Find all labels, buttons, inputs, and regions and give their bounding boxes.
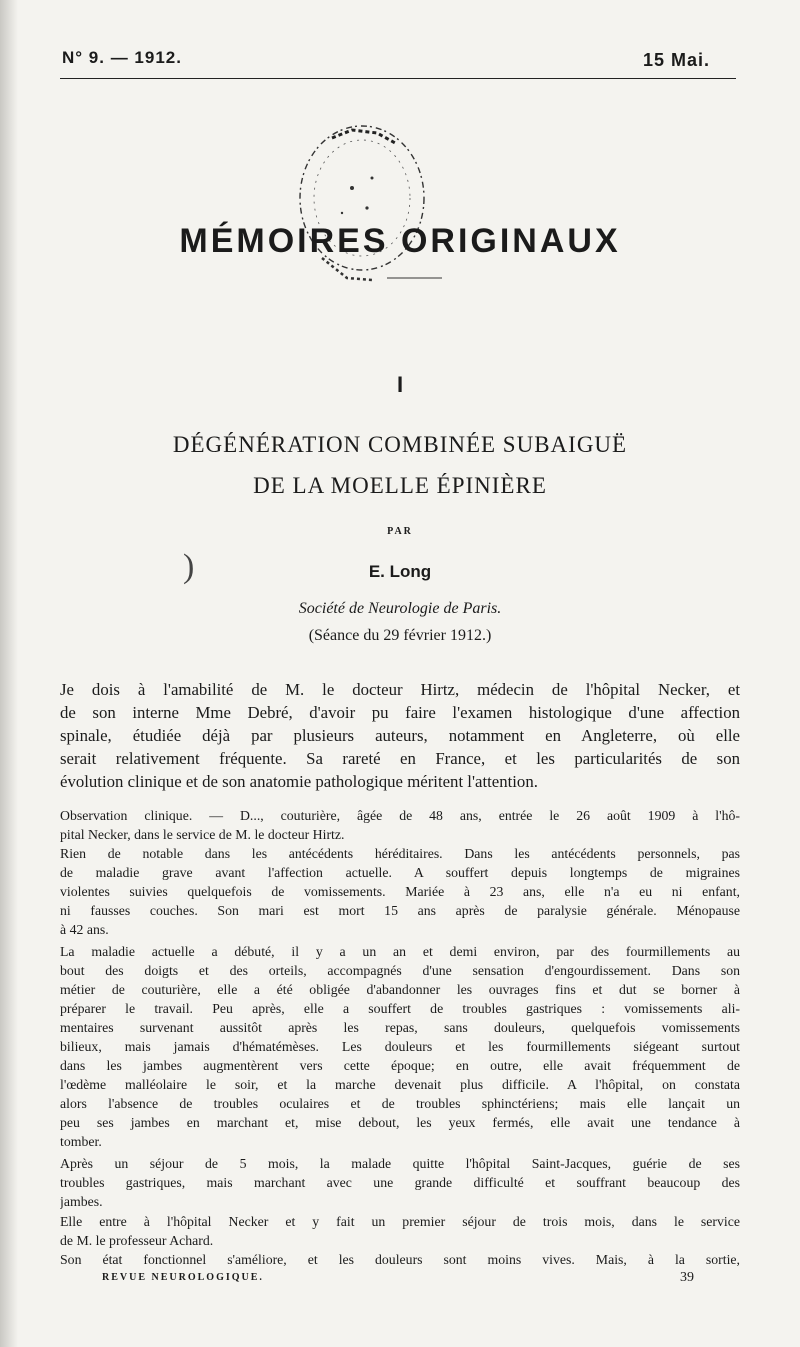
text-line: mentaires survenant aussitôt après les repas, sans douleurs, quelquefois vomissements [60, 1020, 740, 1035]
journal-name: REVUE NEUROLOGIQUE. [102, 1272, 264, 1283]
section-title: MÉMOIRES ORIGINAUX [179, 222, 621, 260]
seance-date: (Séance du 29 février 1912.) [308, 627, 492, 644]
library-stamp-icon [292, 118, 442, 298]
text-line: Après un séjour de 5 mois, la malade quitte l'hôpital Saint-Jacques, guérie de ses [60, 1156, 740, 1171]
article-title-line-1: DÉGÉNÉRATION COMBINÉE SUBAIGUË [172, 432, 628, 457]
text-line: bout des doigts et des orteils, accompagnés d'une sensation d'engourdissement. Dans son [60, 963, 740, 978]
author-name: E. Long [368, 562, 432, 581]
issue-number: N° 9. — 1912. [62, 48, 182, 67]
article-title-line-2: DE LA MOELLE ÉPINIÈRE [253, 473, 547, 498]
text-line: tomber. [60, 1134, 102, 1149]
text-line: violentes suivies quelquefois de vomissements. Mariée à 23 ans, elle n'a eu ni enfant, [60, 884, 740, 899]
page-number: 39 [680, 1270, 694, 1285]
text-line: Son état fonctionnel s'améliore, et les douleurs sont moins vives. Mais, à la sortie, [60, 1252, 740, 1267]
text-line: jambes. [60, 1194, 103, 1209]
issue-date: 15 Mai. [642, 50, 710, 70]
text-line: de son interne Mme Debré, d'avoir pu faire l'examen histologique d'une affection [60, 703, 740, 722]
header-rule [60, 78, 736, 79]
text-line: dans les jambes augmentèrent vers cette époque; en outre, elle avait fréquemment de [60, 1058, 740, 1073]
text-line: alors l'absence de troubles oculaires et de troubles sphinctériens; mais elle lançait un [60, 1096, 740, 1111]
text-line: à 42 ans. [60, 922, 109, 937]
margin-bracket-mark: ) [183, 548, 195, 585]
text-line: peu ses jambes en marchant et, mise debout, les yeux fermés, elle avait une tendance à [60, 1115, 740, 1130]
text-line: troubles gastriques, mais marchant avec une grande difficulté et souffrant beaucoup des [60, 1175, 740, 1190]
text-line: de maladie grave avant l'affection actuelle. A souffert depuis longtemps de migraines [60, 865, 740, 880]
page-edge-shadow [0, 0, 18, 1347]
text-line: Je dois à l'amabilité de M. le docteur Hirtz, médecin de l'hôpital Necker, et [60, 680, 740, 699]
text-line: spinale, étudiée déjà par plusieurs auteurs, notamment en Angleterre, où elle [60, 726, 740, 745]
text-line: La maladie actuelle a débuté, il y a un an et demi environ, par des fourmillements au [60, 944, 740, 959]
text-line: l'œdème malléolaire le soir, et la marche devenait plus difficile. A l'hôpital, on constata [60, 1077, 740, 1092]
text-line: ni fausses couches. Son mari est mort 15 ans après de paralysie générale. Ménopause [60, 903, 740, 918]
text-line: Observation clinique. — D..., couturière, âgée de 48 ans, entrée le 26 août 1909 à l'hô- [60, 808, 740, 823]
text-line: serait relativement fréquente. Sa rareté en France, et les particularités de son [60, 749, 740, 768]
text-line: Rien de notable dans les antécédents héréditaires. Dans les antécédents personnels, pas [60, 846, 740, 861]
text-line: métier de couturière, elle a été obligée d'abandonner les ouvrages fins et dut se borner à [60, 982, 740, 997]
article-number: I [396, 372, 404, 397]
text-line: évolution clinique et de son anatomie pathologique méritent l'attention. [60, 772, 538, 791]
text-line: de M. le professeur Achard. [60, 1233, 214, 1248]
text-line: Elle entre à l'hôpital Necker et y fait un premier séjour de trois mois, dans le service [60, 1214, 740, 1229]
society-name: Société de Neurologie de Paris. [298, 600, 502, 617]
text-line: bilieux, mais jamais d'hématémèses. Les douleurs et les fourmillements siégeant surtout [60, 1039, 740, 1054]
text-line: préparer le travail. Peu après, elle a souffert de troubles gastriques : vomissements ali- [60, 1001, 740, 1016]
text-line: pital Necker, dans le service de M. le docteur Hirtz. [60, 827, 345, 842]
byline-par: PAR [387, 526, 413, 537]
